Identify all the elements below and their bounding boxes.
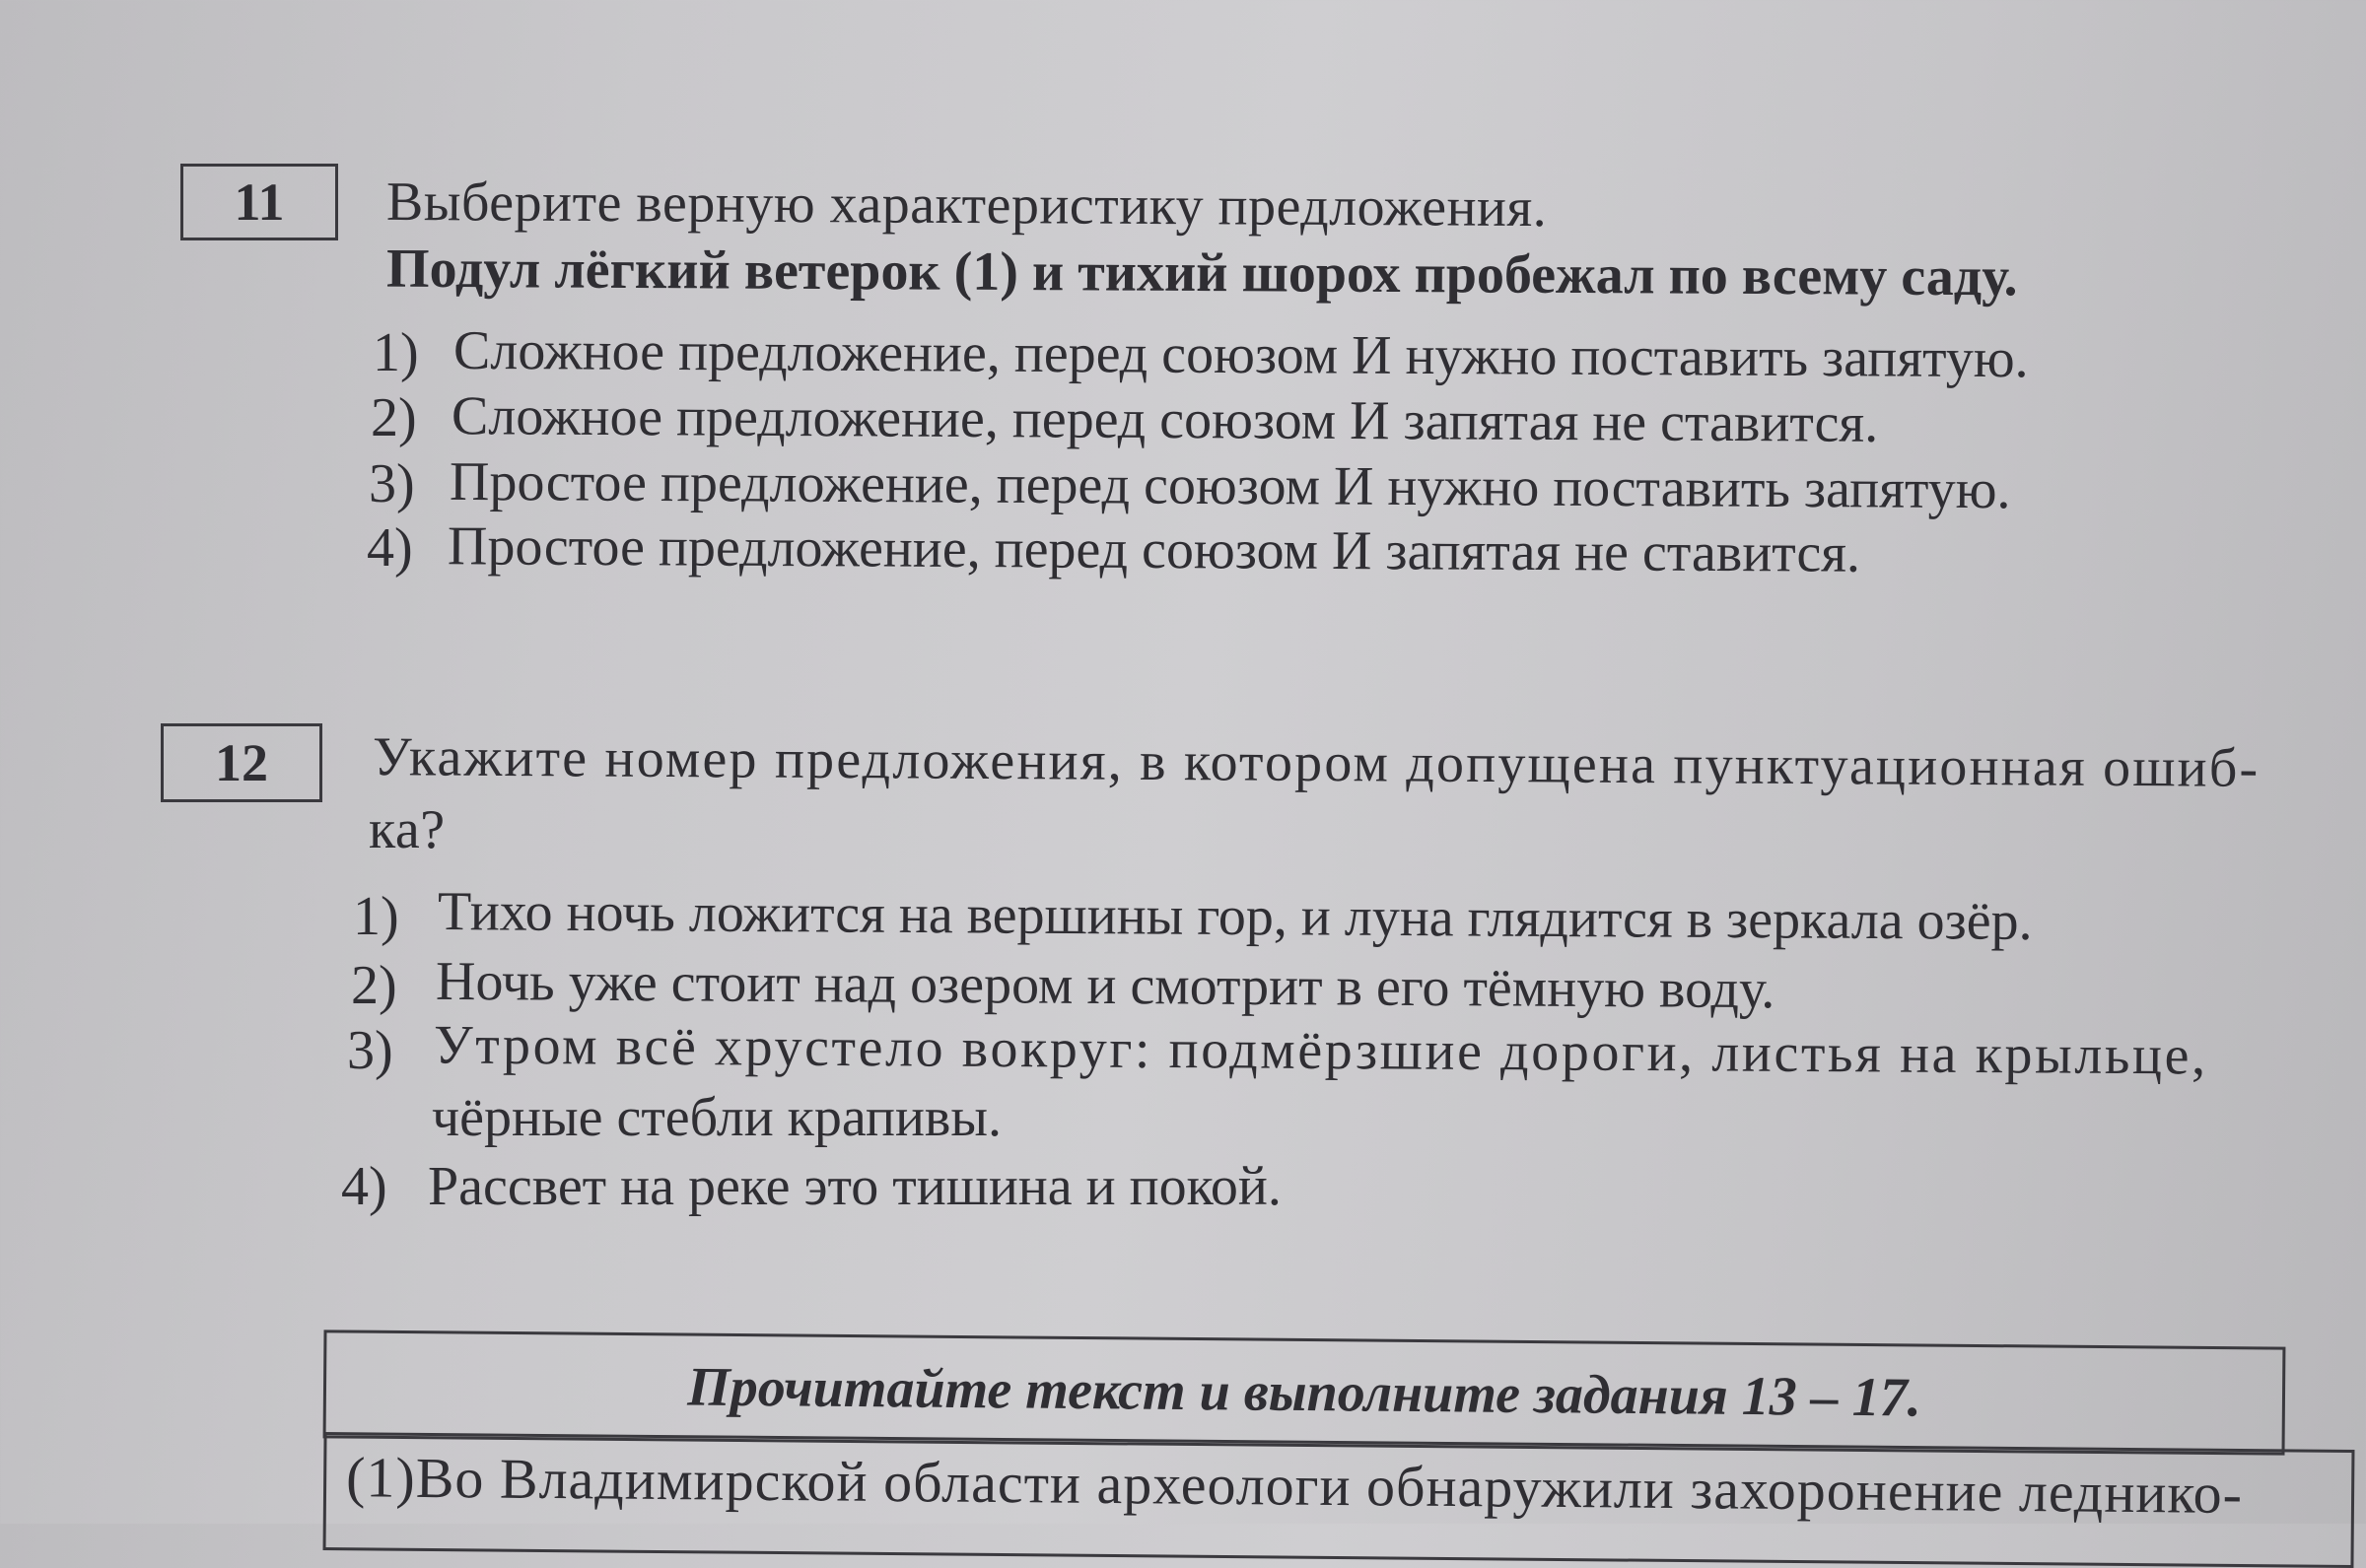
option-text: Простое предложение, перед союзом И нужно поставить запятую.: [449, 450, 2011, 521]
option-number: 1): [353, 886, 399, 947]
task-11-number-box: 11: [180, 164, 338, 240]
option-number: 2): [351, 955, 397, 1016]
option-text-continuation: чёрные стебли крапивы.: [432, 1087, 1002, 1148]
option-number: 3): [369, 453, 415, 514]
option-text: Рассвет на реке это тишина и покой.: [428, 1156, 1282, 1217]
option-text: Ночь уже стоит над озером и смотрит в его тёмную воду.: [435, 950, 1775, 1021]
task-12-prompt-line-2: ка?: [369, 799, 446, 860]
task-11-prompt: Выберите верную характеристику предложения.: [385, 170, 1548, 239]
task-12-number-box: 12: [161, 723, 322, 802]
option-number: 4): [341, 1156, 387, 1217]
option-text: Простое предложение, перед союзом И запятая не ставится.: [447, 515, 1861, 584]
option-number: 2): [371, 387, 417, 448]
option-text: Сложное предложение, перед союзом И запятая не ставится.: [451, 385, 1879, 454]
option-text: Утром всё хрустело вокруг: подмёрзшие дороги, листья на крыльце,: [433, 1014, 2208, 1087]
task-12-prompt-line-1: Укажите номер предложения, в котором допущена пунктуационная ошиб-: [372, 726, 2261, 799]
task-11-sentence: Подул лёгкий ветерок (1) и тихий шорох пробежал по всему саду.: [385, 238, 2018, 308]
option-number: 3): [347, 1020, 393, 1081]
option-number: 1): [373, 322, 419, 383]
option-text: Сложное предложение, перед союзом И нужно поставить запятую.: [452, 319, 2029, 390]
reading-text-box: [323, 1432, 2355, 1568]
option-text: Тихо ночь ложится на вершины гор, и луна глядится в зеркала озёр.: [437, 881, 2033, 952]
banner-text: Прочитайте текст и выполните задания 13 – 17.: [687, 1356, 1921, 1429]
option-number: 4): [367, 517, 413, 579]
reading-text-line-1: (1)Во Владимирской области археологи обнаружили захоронение леднико-: [345, 1445, 2244, 1527]
